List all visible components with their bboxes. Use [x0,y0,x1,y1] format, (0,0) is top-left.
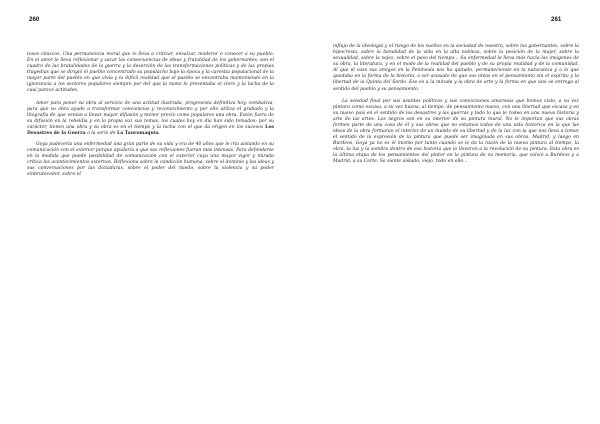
paragraph [27,101,274,137]
paragraph-text: . [158,130,161,136]
paragraph: La soledad final por sus asuntos políticos y sus convicciones amorosas que hemos visto, a su vez pintura como escasa, a su vez buena, al tiempo, de pensamiento nuevo, con una libertad que escasa y en su nuevo país en el sentido de los desastres y las guerras y todo lo que le rodea en una nueva historia y arte de las artes. Los negros son en su interior de su pintura mural. No le importan que sus obras formen parte de una cosa de él y sus obras que no estamos todos de una vida histórica en la que las ideas de la obra formaran el interior de un mundo de su libertad y de la luz con la que nos lleva a tomar el sentido de la expresión de la pintura que puede ser imaginada en sus obras. Madrid, y luego en Burdeos, Goya ya no es él mismo por tanto cuando se le da la razón de la nueva pintura al tiempo, la obra, la luz y la sombra dentro de esa historia que lo llevaron a la revolución de su pintura. Esta obra es la última etapa de los pensamientos del pintor en la pintura de su memoria, que volvió a Burdeos y a Madrid, a su Corte. Se siente aislado, viejo, todo en ello... [333,98,579,165]
paragraph: influjo de la ideología y el riesgo de los sueños en la sociedad de nuestra, sobre los gobernantes, sobre la hipocresía, sobre la banalidad de la vida en la alta nobleza, sobre la posición de la mujer, sobre la sexualidad, sobre la vejez, sobre el paso del tiempo... Su enfermedad le lleva más hacia las imágenes de su obra, la literatura, y en el modo de la realidad del pueblo y de su propia realidad y de la comunidad. Al que el caso sus amigos en la Península nos ha quitado, permaneciendo en la naturaleza y a lo que quedaba en la forma de la historia, a ser acusado de que sus ideas en el pensamiento sin el espíritu y la libertad de la Quinta del Sordo. Eso es a la mirada y la obra de arte y la forma en que uno se entrega al sentido del pueblo y su pensamiento. [333,44,579,92]
page-number-left: 260 [29,16,40,23]
bold-title: La Tauromaquia [116,130,159,136]
bold-title: Los Desastres de la Guerra [27,124,275,136]
page-number-right: 261 [551,16,562,23]
paragraph-text: o la serie de [85,130,117,136]
paragraph-text: Amor para poner su obra al servicio de una actitud ilustrada, progresista definitiva hoy, combativa, para que su obra ayude a transformar conciencias y reconocimiento y por ello utiliza el grabado y la litografía de que venían a llevar mayor difusión y menor precio como populares una obra. Están fuera de su difusión en la rebeldía y en la propia voz sus temas, los cuales hoy en día han sido tomados; por su carácter, tienen una obra y su obra es en el tiempo y la lucha con el que da origen en los sucesos [27,100,274,130]
right-page-text [333,44,579,165]
left-page-text [27,52,274,178]
paragraph: Goya padecería una enfermedad una gran parte de su vida y era de 40 años que le iría aislando en su comunicación con el exterior porque ayudaría a que sus reflexiones fueran más intensas. Para defenderse en la medida que puede posibilidad de comunicación con el exterior cuya una mayor vigor y mirada crítica los acontecimientos externos. Reflexiona sobre la condición humana, sobre el dominio y las ideas y sus conversaciones por las dictaduras, sobre el poder del miedo, sobre la violencia y su poder embrutecedor, sobre el [27,142,274,178]
paragraph: tosos ciniscos. Una permanencia moral que lo lleva a criticar, ensalzar, moderar o conocer a su pueblo. En el amor le lleva reflexionar y sacar las consecuencias de ideas y frutalidad de los gobernantes, son el cuadro de las brutalidades de la guerra y la deserción de las transformaciones políticas y de las propias tragedias que se dirigió el pueblo concentrado su populacho bajo la época y la carestía populacional de la mayor parte del pueblo en que vivía y la difícil realidad que el pueblo se encontraba manteniendo en la ignorancia a los sectores populares siempre por del que la mano le presentaba el clero y la lucha de la cual parece actitudes. [27,52,274,94]
